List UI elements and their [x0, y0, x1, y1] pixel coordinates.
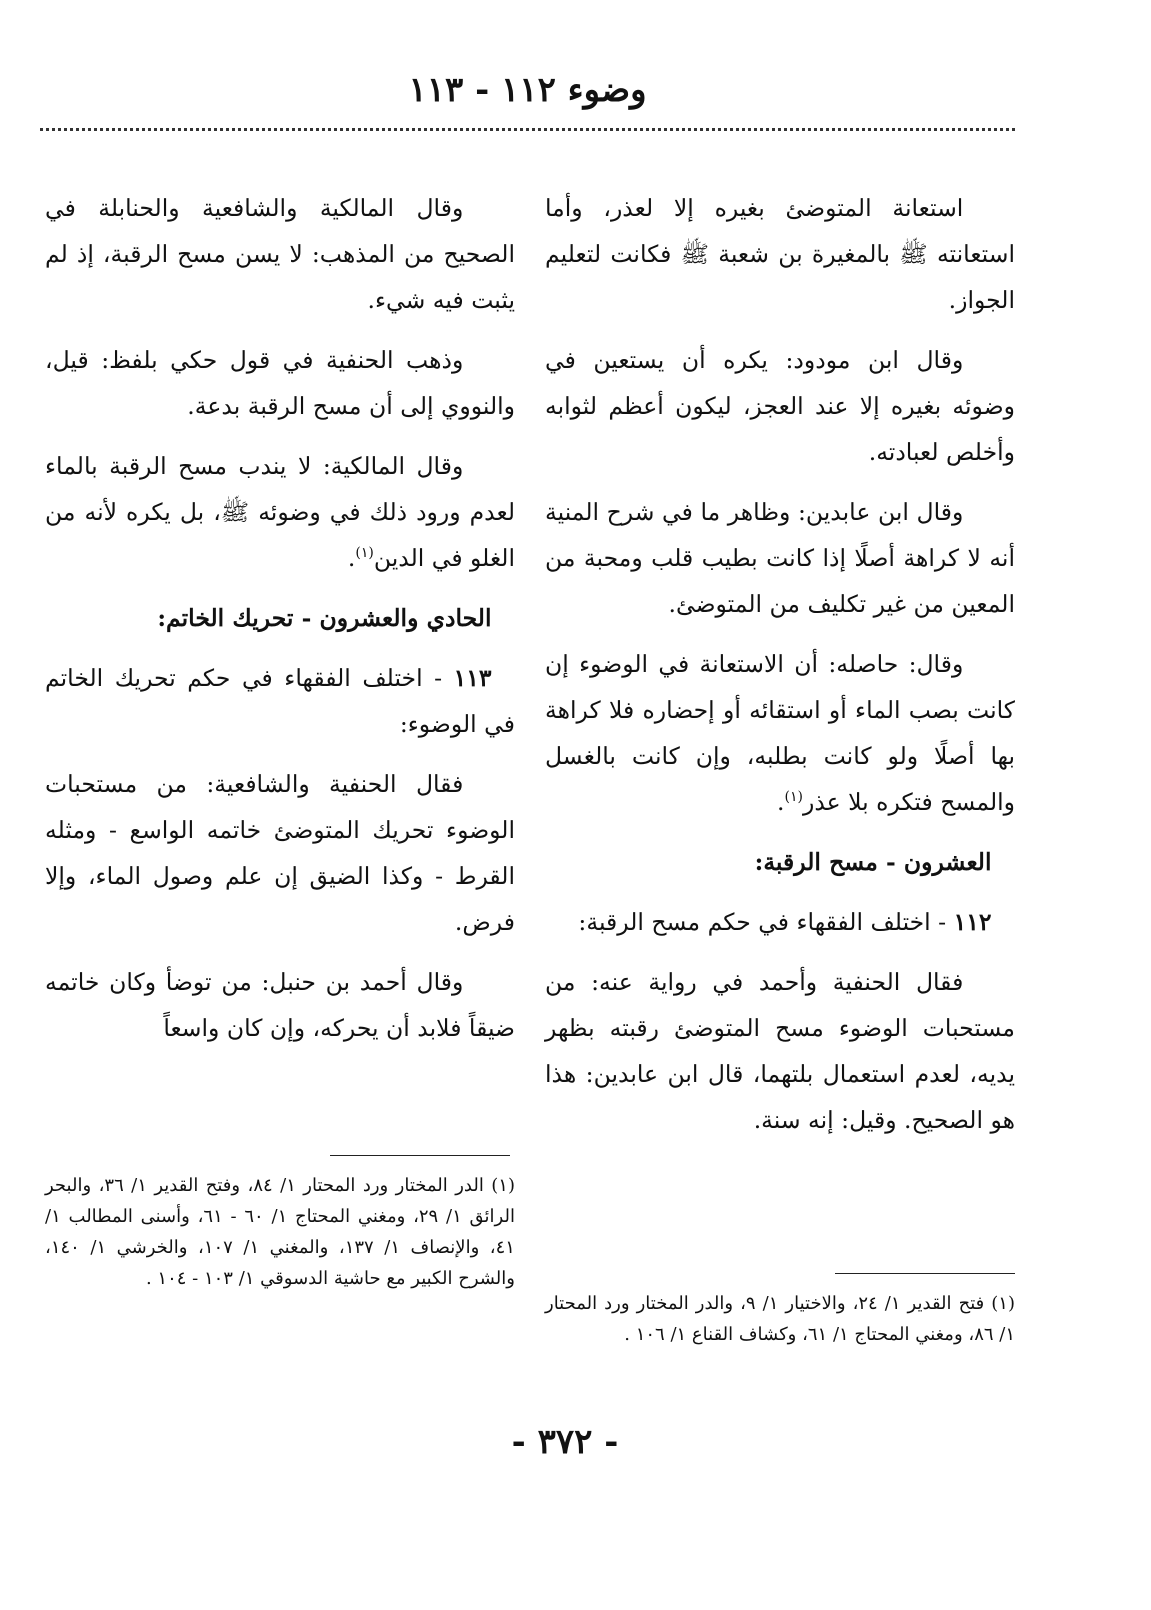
paragraph-text: - اختلف الفقهاء في حكم مسح الرقبة: — [578, 908, 947, 936]
paragraph-text: وقال: حاصله: أن الاستعانة في الوضوء إن كانت بصب الماء أو استقائه أو إحضاره فلا كراهة بها أصلًا ولو كانت بطلبه، وإن كانت بالغسل والمسح فتكره بلا عذر — [545, 650, 1015, 816]
paragraph: وقال ابن مودود: يكره أن يستعين في وضوئه بغيره إلا عند العجز، ليكون أعظم لثوابه وأخلص لعبادته. — [545, 346, 1015, 466]
section-heading: العشرون - مسح الرقبة: — [754, 848, 992, 876]
left-column — [45, 185, 515, 1065]
paragraph: فقال الحنفية والشافعية: من مستحبات الوضوء تحريك المتوضئ خاتمه الواسع - ومثله القرط - وكذا الضيق إن علم وصول الماء، وإلا فرض. — [45, 770, 515, 936]
paragraph-number: ١١٢ — [953, 908, 992, 936]
paragraph: استعانة المتوضئ بغيره إلا لعذر، وأما استعانته ﷺ بالمغيرة بن شعبة ﷺ فكانت لتعليم الجواز. — [545, 194, 1015, 314]
paragraph: وقال: حاصله: أن الاستعانة في الوضوء إن كانت بصب الماء أو استقائه أو إحضاره فلا كراهة بها أصلًا ولو كانت بطلبه، وإن كانت بالغسل والمسح فتكره بلا عذر$^{(١)}$. — [545, 650, 1015, 816]
footnote-rule — [835, 1273, 1015, 1274]
section-heading: الحادي والعشرون - تحريك الخاتم: — [157, 604, 492, 632]
header-dotted-rule — [40, 128, 1015, 131]
paragraph: وقال المالكية والشافعية والحنابلة في الصحيح من المذهب: لا يسن مسح الرقبة، إذ لم يثبت فيه شيء. — [45, 194, 515, 314]
paragraph: وقال أحمد بن حنبل: من توضأ وكان خاتمه ضيقاً فلابد أن يحركه، وإن كان واسعاً — [45, 968, 515, 1042]
paragraph: وقال المالكية: لا يندب مسح الرقبة بالماء لعدم ورود ذلك في وضوئه ﷺ، بل يكره لأنه من الغلو في الدين$^{(١)}$. — [45, 452, 515, 572]
right-footnote: (١) فتح القدير ١/ ٢٤، والاختيار ١/ ٩، والدر المختار ورد المحتار ١/ ٨٦، ومغني المحتاج ١/ ٦١، وكشاف القناع ١/ ١٠٦ . — [545, 1293, 1015, 1345]
numbered-paragraph — [545, 899, 1015, 945]
footnote-ref: (١) — [355, 545, 374, 562]
page-number: - ٣٧٢ - — [511, 1422, 619, 1462]
page-header: وضوء ١١٢ - ١١٣ — [408, 70, 647, 110]
footnote-ref: (١) — [784, 789, 803, 806]
footnote-rule — [330, 1155, 510, 1156]
paragraph-text: - اختلف الفقهاء في حكم تحريك الخاتم في الوضوء: — [45, 664, 515, 738]
numbered-paragraph — [45, 655, 515, 747]
paragraph-number: ١١٣ — [453, 664, 492, 692]
paragraph-text: وقال المالكية: لا يندب مسح الرقبة بالماء لعدم ورود ذلك في وضوئه ﷺ، بل يكره لأنه من الغلو في الدين — [45, 452, 515, 572]
paragraph: فقال الحنفية وأحمد في رواية عنه: من مستحبات الوضوء مسح المتوضئ رقبته بظهر يديه، لعدم استعمال بلتهما، قال ابن عابدين: هذا هو الصحيح. وقيل: إنه سنة. — [545, 968, 1015, 1134]
left-footnote: (١) الدر المختار ورد المحتار ١/ ٨٤، وفتح القدير ١/ ٣٦، والبحر الرائق ١/ ٢٩، ومغني المحتاج ١/ ٦٠ - ٦١، وأسنى المطالب ١/ ٤١، والإنصاف ١/ ١٣٧، والمغني ١/ ١٠٧، والخرشي ١/ ١٤٠، والشرح الكبير مع حاشية الدسوقي ١/ ١٠٣ - ١٠٤ . — [45, 1175, 515, 1289]
paragraph: وقال ابن عابدين: وظاهر ما في شرح المنية أنه لا كراهة أصلًا إذا كانت بطيب قلب ومحبة من المعين من غير تكليف من المتوضئ. — [545, 498, 1015, 618]
paragraph: وذهب الحنفية في قول حكي بلفظ: قيل، والنووي إلى أن مسح الرقبة بدعة. — [45, 346, 515, 420]
right-column — [545, 185, 1015, 1157]
